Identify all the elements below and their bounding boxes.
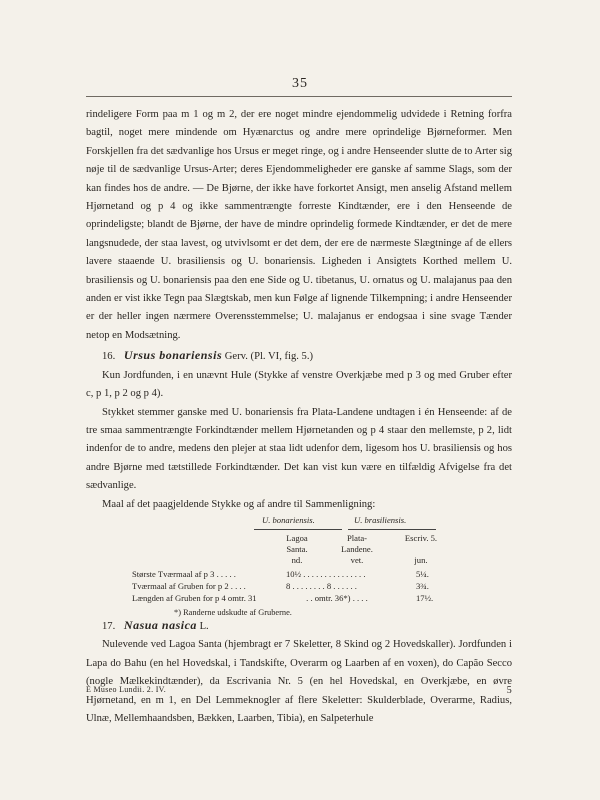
section-17-para-1: Nulevende ved Lagoa Santa (hjembragt er 7 Skeletter, 8 Skind og 2 Hovedskaller). Jordfunden i Lapa do Bahu (en hel Hovedskal, i Tandskifte, Overarm og Laarben af en voxen), do Capão Secco (nogle Mælkekindtænder), da Escrivania Nr. 5 (en hel Hovedskal, en Overkjæbe, en øvre Hjørnetand, en m 1, en Del Lemmeknogler af flere Skeletter: Skulderblade, Overarme, Radius, Ulnæ, Mellemhaandsben, Bækken, Laarben, Tibia), en Salpeterhule (86, 639, 512, 724)
footer (86, 685, 512, 694)
table-head-brasiliensis: U. brasiliensis. (354, 514, 407, 525)
table-row-brasiliensis-1: 5¼. (416, 568, 429, 579)
table-sub-col3-line3: jun. (414, 554, 428, 565)
table-head-rule-a (254, 529, 342, 530)
section-17-heading (86, 616, 512, 636)
section-16-para-3: Maal af det paagjeldende Stykke og af andre til Sammenligning: (102, 498, 376, 510)
table-row-label-3: Længden af Gruben for p 4 omtr. 31 (132, 592, 257, 603)
table-sub-col1-line3: nd. (291, 554, 303, 565)
table-row-brasiliensis-3: 17½. (416, 592, 434, 603)
section-16-heading (86, 346, 512, 366)
table-sub-col2-line1: Plata- (346, 532, 368, 543)
section-16-author: Gerv. (Pl. VI, fig. 5.) (224, 351, 314, 363)
header-rule (86, 96, 512, 97)
table-row-label-1: Største Tværmaal af p 3 . . . . . (132, 568, 236, 579)
section-17-number: 17. (102, 620, 116, 632)
table-sub-col3-line1: Escriv. 5. (404, 532, 438, 543)
body-text (86, 106, 512, 728)
table-row-value-3: . . omtr. 36*) . . . . (304, 592, 370, 603)
table-head-rule-b (348, 529, 436, 530)
footer-signature: E Museo Lundii. 2. IV. (86, 685, 167, 694)
table-row-value-1: 10½ . . . . . . . . . . . . . . . (286, 568, 368, 579)
section-16-species: Ursus bonariensis (123, 348, 223, 363)
section-17-author: L. (199, 620, 209, 632)
table-row-label-2: Tværmaal af Gruben for p 2 . . . . (132, 580, 246, 591)
section-16-para-1: Kun Jordfunden, i en unævnt Hule (Stykke af venstre Overkjæbe med p 3 og med Gruber efter c, p 1, p 2 og p 4). (86, 369, 512, 400)
table-sub-col2-line2: Landene. (341, 543, 373, 554)
table-sub-col1-line1: Lagoa (286, 532, 308, 543)
table-row-value-2: 8 . . . . . . . . 8 . . . . . . (286, 580, 360, 591)
measurement-table (86, 515, 512, 615)
section-17-species: Nasua nasica (123, 617, 197, 632)
paragraph-intro: rindeligere Form paa m 1 og m 2, der ere noget mindre ejendommelig udvidede i Retning forfra bagtil, noget mere mindende om Hyænarctus og andre mere oprindelige Bjørneformer. Men Forskjellen fra det sædvanlige hos Ursus er meget ringe, og i andre Henseender slutte de to Arter sig nøje til de sædvanlige Ursus-Arter; deres Ejendommeligheder ere ganske af samme Slags, som der kan findes hos de andre. — De Bjørne, der ikke have forkortet Ansigt, men anselig Afstand mellem Hjørnetand og p 4 og ikke sammentrængte forreste Kindtænder, ere i den Henseende de oprindeligste; blandt de Bjørne, der have de mindre oprindelig formede Kindtænder, er det de mere langsnudede, der staa lavest, og utvivlsomt er det dem, der ere de nærmeste Slægtninge af de ellers lavere staaende U. brasiliensis og U. bonariensis. Ligheden i Ansigtets Korthed mellem U. brasiliensis og U. bonariensis paa den ene Side og U. tibetanus, U. ornatus og U. malajanus paa den anden er vist ikke Tegn paa Slægtskab, men kun Følge af lignende Tilkempning; i andre Henseender er der heller ingen nærmere Overensstemmelse; U. malajanus er endogsaa i sine svage Tænder netop en Modsætning. (86, 109, 512, 341)
section-16-para-2: Stykket stemmer ganske med U. bonariensis fra Plata-Landene undtagen i én Henseende: af de tre smaa sammentrængte Forkindtænder mellem Hjørnetanden og p 4 staar den mellemste, p 2, lidt indenfor de to andre, medens den plejer at staa lidt udenfor dem, ligesom hos U. brasiliensis og hos andre Bjørne med tætstillede Forkindtænder. Det kan vist kun være en tilfældig Afvigelse fra det sædvanlige. (86, 406, 512, 492)
table-row-brasiliensis-2: 3¾. (416, 580, 429, 591)
section-16-number: 16. (102, 351, 116, 363)
table-sub-col1-line2: Santa. (286, 543, 308, 554)
table-sub-col2-line3: vet. (350, 554, 364, 565)
table-head-bonariensis: U. bonariensis. (262, 514, 315, 525)
table-footnote: *) Randerne udskudte af Gruberne. (174, 607, 292, 617)
footer-sheet-number: 5 (506, 685, 512, 696)
page-number: 35 (292, 76, 308, 91)
